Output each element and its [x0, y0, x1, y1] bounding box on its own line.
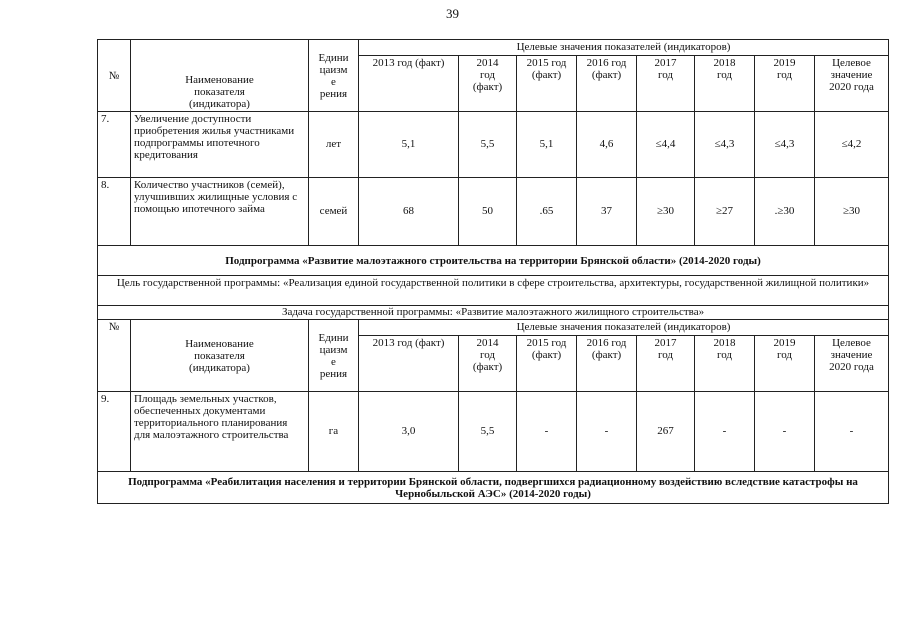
program-task: Задача государственной программы: «Развитие малоэтажного жилищного строительства» — [98, 306, 889, 320]
header-year-2014: 2014 год (факт) — [459, 56, 517, 112]
unit-cell: га — [309, 392, 359, 472]
header-year-2015: 2015 год (факт) — [517, 336, 577, 392]
unit-cell: семей — [309, 178, 359, 246]
header-year-2019: 2019 год — [755, 336, 815, 392]
header-year-2014: 2014 год (факт) — [459, 336, 517, 392]
header-year-2013: 2013 год (факт) — [359, 336, 459, 392]
header-year-2016: 2016 год (факт) — [577, 336, 637, 392]
row-number: 8. — [98, 178, 131, 246]
header-num: № — [98, 320, 131, 392]
header-row-top — [98, 40, 889, 56]
table-row — [98, 112, 889, 178]
header-unit: Едини цаизм е рения — [309, 40, 359, 112]
value-cell: ≥30 — [815, 178, 889, 246]
header-target-2020: Целевое значение 2020 года — [815, 336, 889, 392]
value-cell: 5,5 — [459, 392, 517, 472]
header-row-top — [98, 320, 889, 336]
goal-row — [98, 276, 889, 306]
value-cell: 5,1 — [517, 112, 577, 178]
value-cell: ≥27 — [695, 178, 755, 246]
program-goal: Цель государственной программы: «Реализация единой государственной политики в сфере строительства, архитектуры, государственной жилищной политики» — [98, 276, 889, 306]
value-cell: ≤4,3 — [695, 112, 755, 178]
header-indicator-name: Наименование показателя (индикатора) — [131, 320, 309, 392]
page-number: 39 — [446, 6, 459, 21]
value-cell: 3,0 — [359, 392, 459, 472]
header-target-values: Целевые значения показателей (индикаторов) — [359, 40, 889, 56]
value-cell: .≥30 — [755, 178, 815, 246]
header-year-2017: 2017 год — [637, 336, 695, 392]
subprogram-title: Подпрограмма «Реабилитация населения и территории Брянской области, подвергшихся радиационному воздействию вследствие катастрофы на Чернобыльской АЭС» (2014-2020 годы) — [98, 472, 889, 504]
header-year-2018: 2018 год — [695, 56, 755, 112]
value-cell: .65 — [517, 178, 577, 246]
row-number: 7. — [98, 112, 131, 178]
task-row — [98, 306, 889, 320]
header-year-2019: 2019 год — [755, 56, 815, 112]
subprogram-title: Подпрограмма «Развитие малоэтажного строительства на территории Брянской области» (2014-2020 годы) — [98, 246, 889, 276]
value-cell: 5,1 — [359, 112, 459, 178]
value-cell: - — [815, 392, 889, 472]
table-row — [98, 178, 889, 246]
row-number: 9. — [98, 392, 131, 472]
subprogram-row — [98, 472, 889, 504]
value-cell: ≤4,4 — [637, 112, 695, 178]
value-cell: 4,6 — [577, 112, 637, 178]
value-cell: - — [577, 392, 637, 472]
header-unit: Едини цаизм е рения — [309, 320, 359, 392]
header-year-2015: 2015 год (факт) — [517, 56, 577, 112]
value-cell: ≤4,3 — [755, 112, 815, 178]
value-cell: 5,5 — [459, 112, 517, 178]
header-year-2018: 2018 год — [695, 336, 755, 392]
value-cell: - — [695, 392, 755, 472]
subprogram-row — [98, 246, 889, 276]
unit-cell: лет — [309, 112, 359, 178]
value-cell: 267 — [637, 392, 695, 472]
value-cell: ≥30 — [637, 178, 695, 246]
header-target-values: Целевые значения показателей (индикаторов) — [359, 320, 889, 336]
header-year-2017: 2017 год — [637, 56, 695, 112]
header-year-2013: 2013 год (факт) — [359, 56, 459, 112]
value-cell: 50 — [459, 178, 517, 246]
table-row — [98, 392, 889, 472]
value-cell: 37 — [577, 178, 637, 246]
value-cell: - — [755, 392, 815, 472]
header-year-2016: 2016 год (факт) — [577, 56, 637, 112]
header-indicator-name: Наименование показателя (индикатора) — [131, 40, 309, 112]
indicator-name: Площадь земельных участков, обеспеченных документами территориального планирования для малоэтажного строительства — [131, 392, 309, 472]
value-cell: - — [517, 392, 577, 472]
value-cell: ≤4,2 — [815, 112, 889, 178]
header-num: № — [98, 40, 131, 112]
header-target-2020: Целевое значение 2020 года — [815, 56, 889, 112]
indicators-table — [97, 39, 889, 504]
value-cell: 68 — [359, 178, 459, 246]
indicator-name: Количество участников (семей), улучшивших жилищные условия с помощью ипотечного займа — [131, 178, 309, 246]
indicator-name: Увеличение доступности приобретения жилья участниками подпрограммы ипотечного кредитования — [131, 112, 309, 178]
